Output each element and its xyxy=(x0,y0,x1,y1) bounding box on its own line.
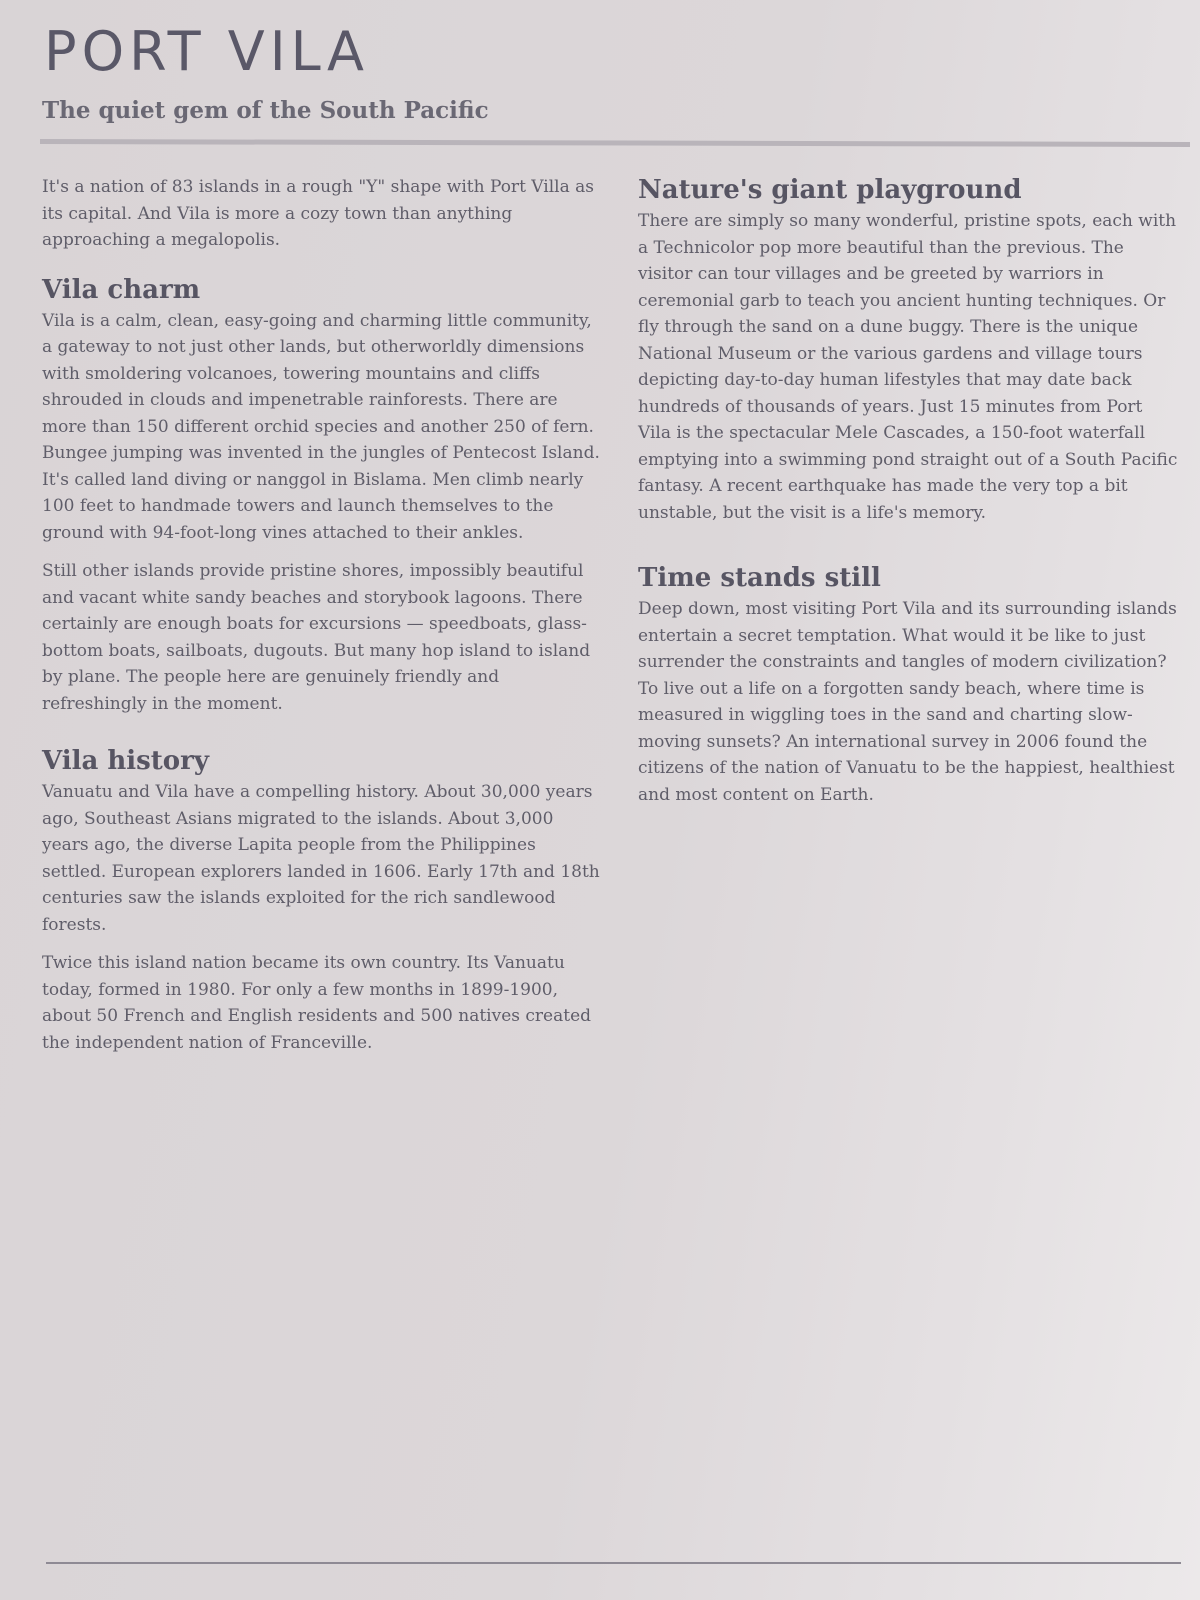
section-heading-vila-charm: Vila charm xyxy=(42,274,201,305)
section-heading-time-stands-still: Time stands still xyxy=(638,563,881,593)
header-divider xyxy=(40,139,1190,147)
vila-history-paragraph-2: Twice this island nation became its own country. Its Vanuatu today, formed in 1980. For only a few months in 1899-1900, about 50 French and English residents and 500 natives created the independent nation of Franceville. xyxy=(42,953,592,1053)
section-heading-natures-giant-playground: Nature's giant playground xyxy=(638,175,1022,205)
time-stands-still-paragraph: Deep down, most visiting Port Vila and its surrounding islands entertain a secret temptation. What would it be like to just surrender the constraints and tangles of modern civilization? To live out a life on a forgotten sandy beach, where time is measured in wiggling toes in the sand and charting slow-moving sunsets? An international survey in 2006 found the citizens of the nation of Vanuatu to be the happiest, healthiest and most content on Earth. xyxy=(638,599,1177,805)
section-heading-vila-history: Vila history xyxy=(42,746,209,776)
page-subtitle: The quiet gem of the South Pacific xyxy=(42,97,489,124)
vila-history-paragraph-1: Vanuatu and Vila have a compelling history. About 30,000 years ago, Southeast Asians migrated to the islands. About 3,000 years ago, the diverse Lapita people from the Philippines settled. European explorers landed in 1606. Early 17th and 18th centuries saw the islands exploited for the rich sandlewood forests. xyxy=(42,782,600,935)
page-title: PORT VILA xyxy=(44,20,369,83)
intro-paragraph: It's a nation of 83 islands in a rough "Y" shape with Port Villa as its capital. And Vila is more a cozy town than anything approaching a megalopolis. xyxy=(42,177,594,250)
natures-playground-paragraph: There are simply so many wonderful, pristine spots, each with a Technicolor pop more beautiful than the previous. The visitor can tour villages and be greeted by warriors in ceremonial garb to teach you ancient hunting techniques. Or fly through the sand on a dune buggy. There is the unique National Museum or the various gardens and village tours depicting day-to-day human lifestyles that may date back hundreds of thousands of years. Just 15 minutes from Port Vila is the spectacular Mele Cascades, a 150-foot waterfall emptying into a swimming pond straight out of a South Pacific fantasy. A recent earthquake has made the very top a bit unstable, but the visit is a life's memory. xyxy=(638,211,1178,523)
footer-divider xyxy=(46,1562,1181,1564)
left-column xyxy=(42,174,602,1056)
vila-charm-paragraph-2: Still other islands provide pristine shores, impossibly beautiful and vacant white sandy beaches and storybook lagoons. There certainly are enough boats for excursions — speedboats, glass-bottom boats, sailboats, dugouts. But many hop island to island by plane. The people here are genuinely friendly and refreshingly in the moment. xyxy=(42,561,591,714)
vila-charm-paragraph-1: Vila is a calm, clean, easy-going and charming little community, a gateway to not just other lands, but otherworldly dimensions with smoldering volcanoes, towering mountains and cliffs shrouded in clouds and impenetrable rainforests. There are more than 150 different orchid species and another 250 of fern. Bungee jumping was invented in the jungles of Pentecost Island. It's called land diving or nanggol in Bislama. Men climb nearly 100 feet to handmade towers and launch themselves to the ground with 94-foot-long vines attached to their ankles. xyxy=(42,310,600,543)
right-column xyxy=(638,172,1178,808)
